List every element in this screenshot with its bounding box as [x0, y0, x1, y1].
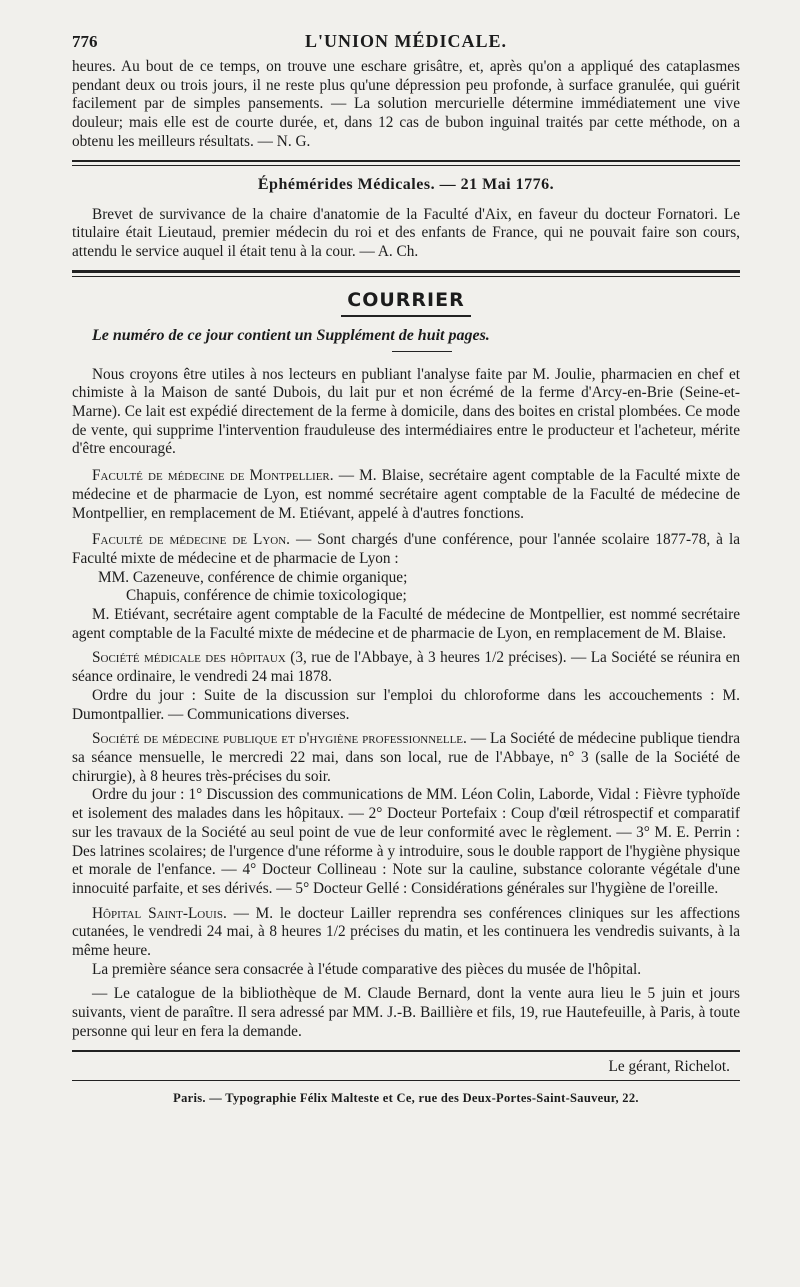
ephemerides-text: Brevet de survivance de la chaire d'anatomie de la Faculté d'Aix, en faveur du docteur Fornatori. Le titulaire était Lieutaud, premier médecin du roi et des enfants de France, qui ne pouvait faire son cours, attendu le service auquel il était tenu à la cour. — A. Ch. — [72, 205, 740, 260]
courrier-underline — [341, 315, 471, 317]
courrier-title: COURRIER — [347, 288, 465, 311]
paragraph-heading: Société de médecine publique et d'hygiène professionnelle. — [92, 730, 467, 748]
notice-divider — [392, 351, 452, 352]
ordre-du-jour-hygiene: Ordre du jour : 1° Discussion des communications de MM. Léon Colin, Laborde, Vidal : Fièvre typhoïde et isolement des malades dans les hôpitaux. — 2° Docteur Portefaix : Coup d'œil rétrospectif et comparatif sur les travaux de la Société au seul point de vue de leur conformité avec le règlement. — 3° M. E. Perrin : Des latrines scolaires; de l'urgence d'une réforme à y introduire, sous le double rapport de l'hygiène physique et morale de l'enfance. — 4° Docteur Collineau : Note sur la cauline, substance colorante végétale d'une innocuité parfaite, et ses dérivés. — 5° Docteur Gellé : Considérations générales sur l'hygiène de l'oreille. — [72, 786, 740, 897]
courrier-paragraph-societe-hopitaux: Société médicale des hôpitaux (3, rue de l'Abbaye, à 3 heures 1/2 précises). — La Société se réunira en séance ordinaire, le vendredi 24 mai 1878. — [72, 649, 741, 686]
courrier-paragraph-seance: La première séance sera consacrée à l'étude comparative des pièces du musée de l'hôpital. — [92, 960, 642, 978]
section-rule — [72, 160, 740, 166]
courrier-paragraph-etievant: M. Etiévant, secrétaire agent comptable de la Faculté de médecine de Montpellier, est nommé secrétaire agent comptable de la Faculté mixte de médecine et de pharmacie de Lyon, en remplacement de M. Blaise. — [72, 606, 740, 642]
section-rule-courrier — [72, 270, 740, 277]
courrier-paragraph-lyon: Faculté de médecine de Lyon. — Sont chargés d'une conférence, pour l'année scolaire 1877-78, à la Faculté mixte de médecine et de pharmacie de Lyon : — [72, 531, 740, 567]
page-number: 776 — [72, 32, 98, 51]
paragraph-heading: Hôpital Saint-Louis. — [92, 904, 227, 922]
paragraph-heading: Société médicale des hôpitaux — [92, 649, 286, 667]
imprint-rule — [72, 1080, 740, 1081]
paragraph-heading: Faculté de médecine de Lyon. — [92, 531, 290, 549]
ephemerides-title: Éphémérides Médicales. — 21 Mai 1776. — [257, 175, 555, 193]
courrier-paragraph-societe-hygiene: Société de médecine publique et d'hygiène professionnelle. — La Société de médecine publique tiendra sa séance mensuelle, le mercredi 22 mai, dans son local, rue de l'Abbaye, n° 3 (salle de la Société de chirurgie), à 8 heures très-précises du soir. — [72, 730, 740, 785]
page-header — [72, 0, 740, 58]
courrier-paragraph-catalogue: — Le catalogue de la bibliothèque de M. Claude Bernard, dont la vente aura lieu le 5 juin et jours suivants, vient de paraître. Il sera adressé par MM. J.-B. Baillière et fils, 19, rue Hautefeuille, à Paris, à toute personne qui leur en fera la demande. — [72, 985, 740, 1040]
intro-paragraph: heures. Au bout de ce temps, on trouve une eschare grisâtre, et, après qu'on a appliqué des cataplasmes pendant deux ou trois jours, il ne reste plus qu'une dépression peu profonde, à surface granulée, qui guérit facilement par de simples pansements. — La solution mercurielle détermine immédiatement une vive douleur; mais elle est de courte durée, et, dans 12 cas de bubon inguinal traités par cette méthode, on a obtenu les meilleurs résultats. — N. G. — [72, 58, 740, 150]
conference-line: Chapuis, conférence de chimie toxicologique; — [126, 587, 407, 605]
courrier-paragraph-saint-louis: Hôpital Saint-Louis. — M. le docteur Lailler reprendra ses conférences cliniques sur les affections cutanées, le vendredi 24 mai, à 8 heures 1/2 précises du matin, et les continuera les vendredis suivants, à la même heure. — [72, 904, 740, 960]
courrier-paragraph-montpellier: Faculté de médecine de Montpellier. — M. Blaise, secrétaire agent comptable de la Faculté mixte de médecine et de pharmacie de Lyon, est nommé secrétaire agent comptable de la Faculté de médecine de Montpellier, en remplacement de M. Etiévant, appelé à d'autres fonctions. — [72, 467, 740, 522]
supplement-notice: Le numéro de ce jour contient un Supplément de huit pages. — [92, 326, 490, 344]
ordre-du-jour-hopitaux: Ordre du jour : Suite de la discussion sur l'emploi du chloroforme dans les accouchements : M. Dumontpallier. — Communications diverses. — [72, 686, 740, 723]
paragraph-heading: Faculté de médecine de Montpellier. — [92, 467, 334, 485]
footer-rule — [72, 1050, 740, 1052]
running-title: L'UNION MÉDICALE. — [304, 31, 508, 51]
conference-line: MM. Cazeneuve, conférence de chimie organique; — [98, 568, 408, 586]
signature: Le gérant, Richelot. — [608, 1057, 730, 1075]
imprint-line: Paris. — Typographie Félix Malteste et Ce, rue des Deux-Portes-Saint-Sauveur, 22. — [173, 1090, 639, 1105]
courrier-paragraph-lait: Nous croyons être utiles à nos lecteurs en publiant l'analyse faite par M. Joulie, pharmacien en chef et chimiste à la Maison de santé Dubois, du lait pur et non écrémé de la ferme d'Arcy-en-Brie (Seine-et-Marne). Ce lait est expédié directement de la ferme à domicile, dans des boites en cristal plombées. Ce mode de vente, qui supprime l'intervention frauduleuse des intermédiaires entre le producteur et l'acheteur, mérite d'être encouragé. — [72, 365, 740, 458]
